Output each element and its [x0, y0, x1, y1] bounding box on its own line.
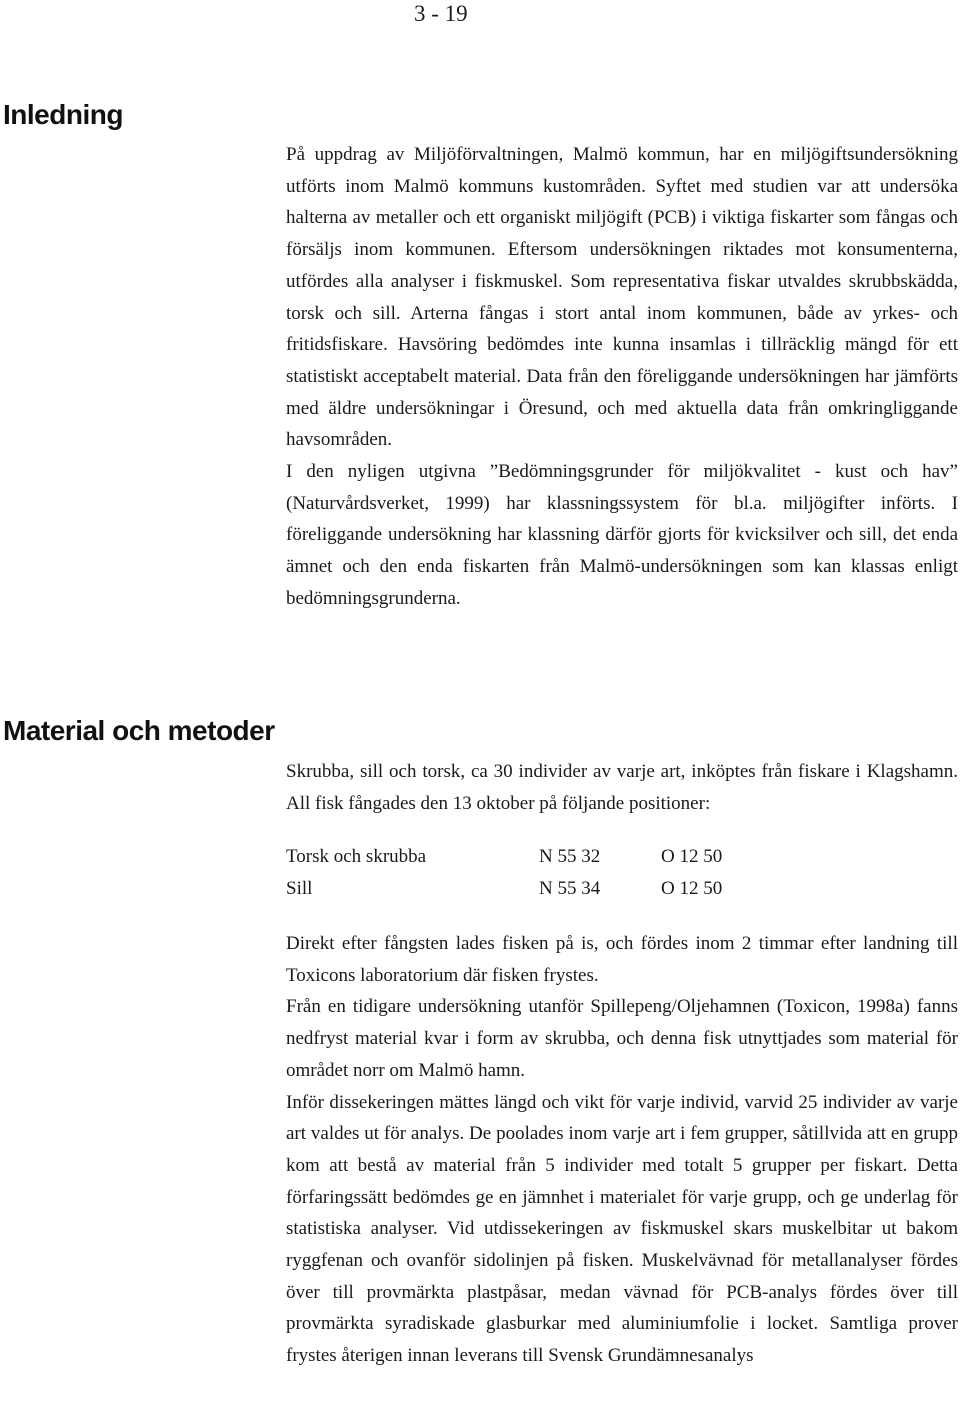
paragraph: På uppdrag av Miljöförvaltningen, Malmö kommun, har en miljögiftsundersökning utförts inom Malmö kommuns kustområden. Syftet med studien var att undersöka halterna av metaller och ett organiskt miljögift (PCB) i viktiga fiskarter som fångas och försäljs inom kommunen. Eftersom undersökningen riktades mot konsumenterna, utfördes alla analyser i fiskmuskel. Som representativa fiskar utvaldes skrubbskädda, torsk och sill. Arterna fångas i stort antal inom kommunen, både av yrkes- och fritidsfiskare. Havsöring bedömdes inte kunna insamlas i tillräcklig mängd för ett statistiskt acceptabelt material. Data från den föreliggande undersökningen har jämförts med äldre undersökningar i Öresund, och med aktuella data från omkringliggande havsområden. — [286, 144, 958, 451]
page-number: 3 - 19 — [414, 1, 468, 26]
material-intro — [286, 756, 958, 819]
paragraph: Direkt efter fångsten lades fisken på is, och fördes inom 2 timmar efter landning till Toxicons laboratorium där fisken frystes. — [286, 933, 958, 986]
paragraph: Skrubba, sill och torsk, ca 30 individer av varje art, inköptes från fiskare i Klagshamn. All fisk fångades den 13 oktober på följande positioner: — [286, 761, 958, 814]
north-cell: N 55 34 — [539, 878, 601, 899]
inledning-body — [286, 139, 958, 615]
positions-table — [286, 841, 781, 905]
species-cell: Torsk och skrubba — [286, 846, 427, 867]
east-cell: O 12 50 — [661, 846, 723, 867]
section-heading-material-och-metoder: Material och metoder — [3, 715, 275, 746]
paragraph: I den nyligen utgivna ”Bedömningsgrunder för miljökvalitet - kust och hav” (Naturvårdsverket, 1999) har klassningssystem för bl.a. miljögifter införts. I föreliggande undersökning har klassning därför gjorts för kvicksilver och sill, det enda ämnet och den enda fiskarten från Malmö-undersökningen som kan klassas enligt bedömningsgrunderna. — [286, 461, 958, 609]
species-cell: Sill — [286, 878, 313, 899]
north-cell: N 55 32 — [539, 846, 601, 867]
paragraph: Inför dissekeringen mättes längd och vikt för varje individ, varvid 25 individer av varje art valdes ut för analys. De poolades inom varje art i fem grupper, såtillvida att en grupp kom att bestå av material från 5 individer med totalt 5 grupper per fiskart. Detta förfaringssätt bedömdes ge en jämnhet i materialet för varje grupp, och ge underlag för statistiska analyser. Vid utdissekeringen av fiskmuskel skars muskelbitar ut bakom ryggfenan och ovanför sidolinjen på fisken. Muskelvävnad för metallanalyser fördes över till provmärkta plastpåsar, medan vävnad för PCB-analys fördes över till provmärkta syradiskade glasburkar med aluminiumfolie i locket. Samtliga prover frystes återigen innan leverans till Svensk Grundämnesanalys — [286, 1091, 958, 1367]
table-row — [286, 873, 781, 905]
table-row — [286, 841, 781, 873]
east-cell: O 12 50 — [661, 878, 723, 899]
paragraph: Från en tidigare undersökning utanför Spillepeng/Oljehamnen (Toxicon, 1998a) fanns nedfryst material kvar i form av skrubba, och denna fisk utnyttjades som material för området norr om Malmö hamn. — [286, 996, 958, 1081]
material-body — [286, 928, 958, 1372]
section-heading-inledning: Inledning — [3, 99, 123, 130]
